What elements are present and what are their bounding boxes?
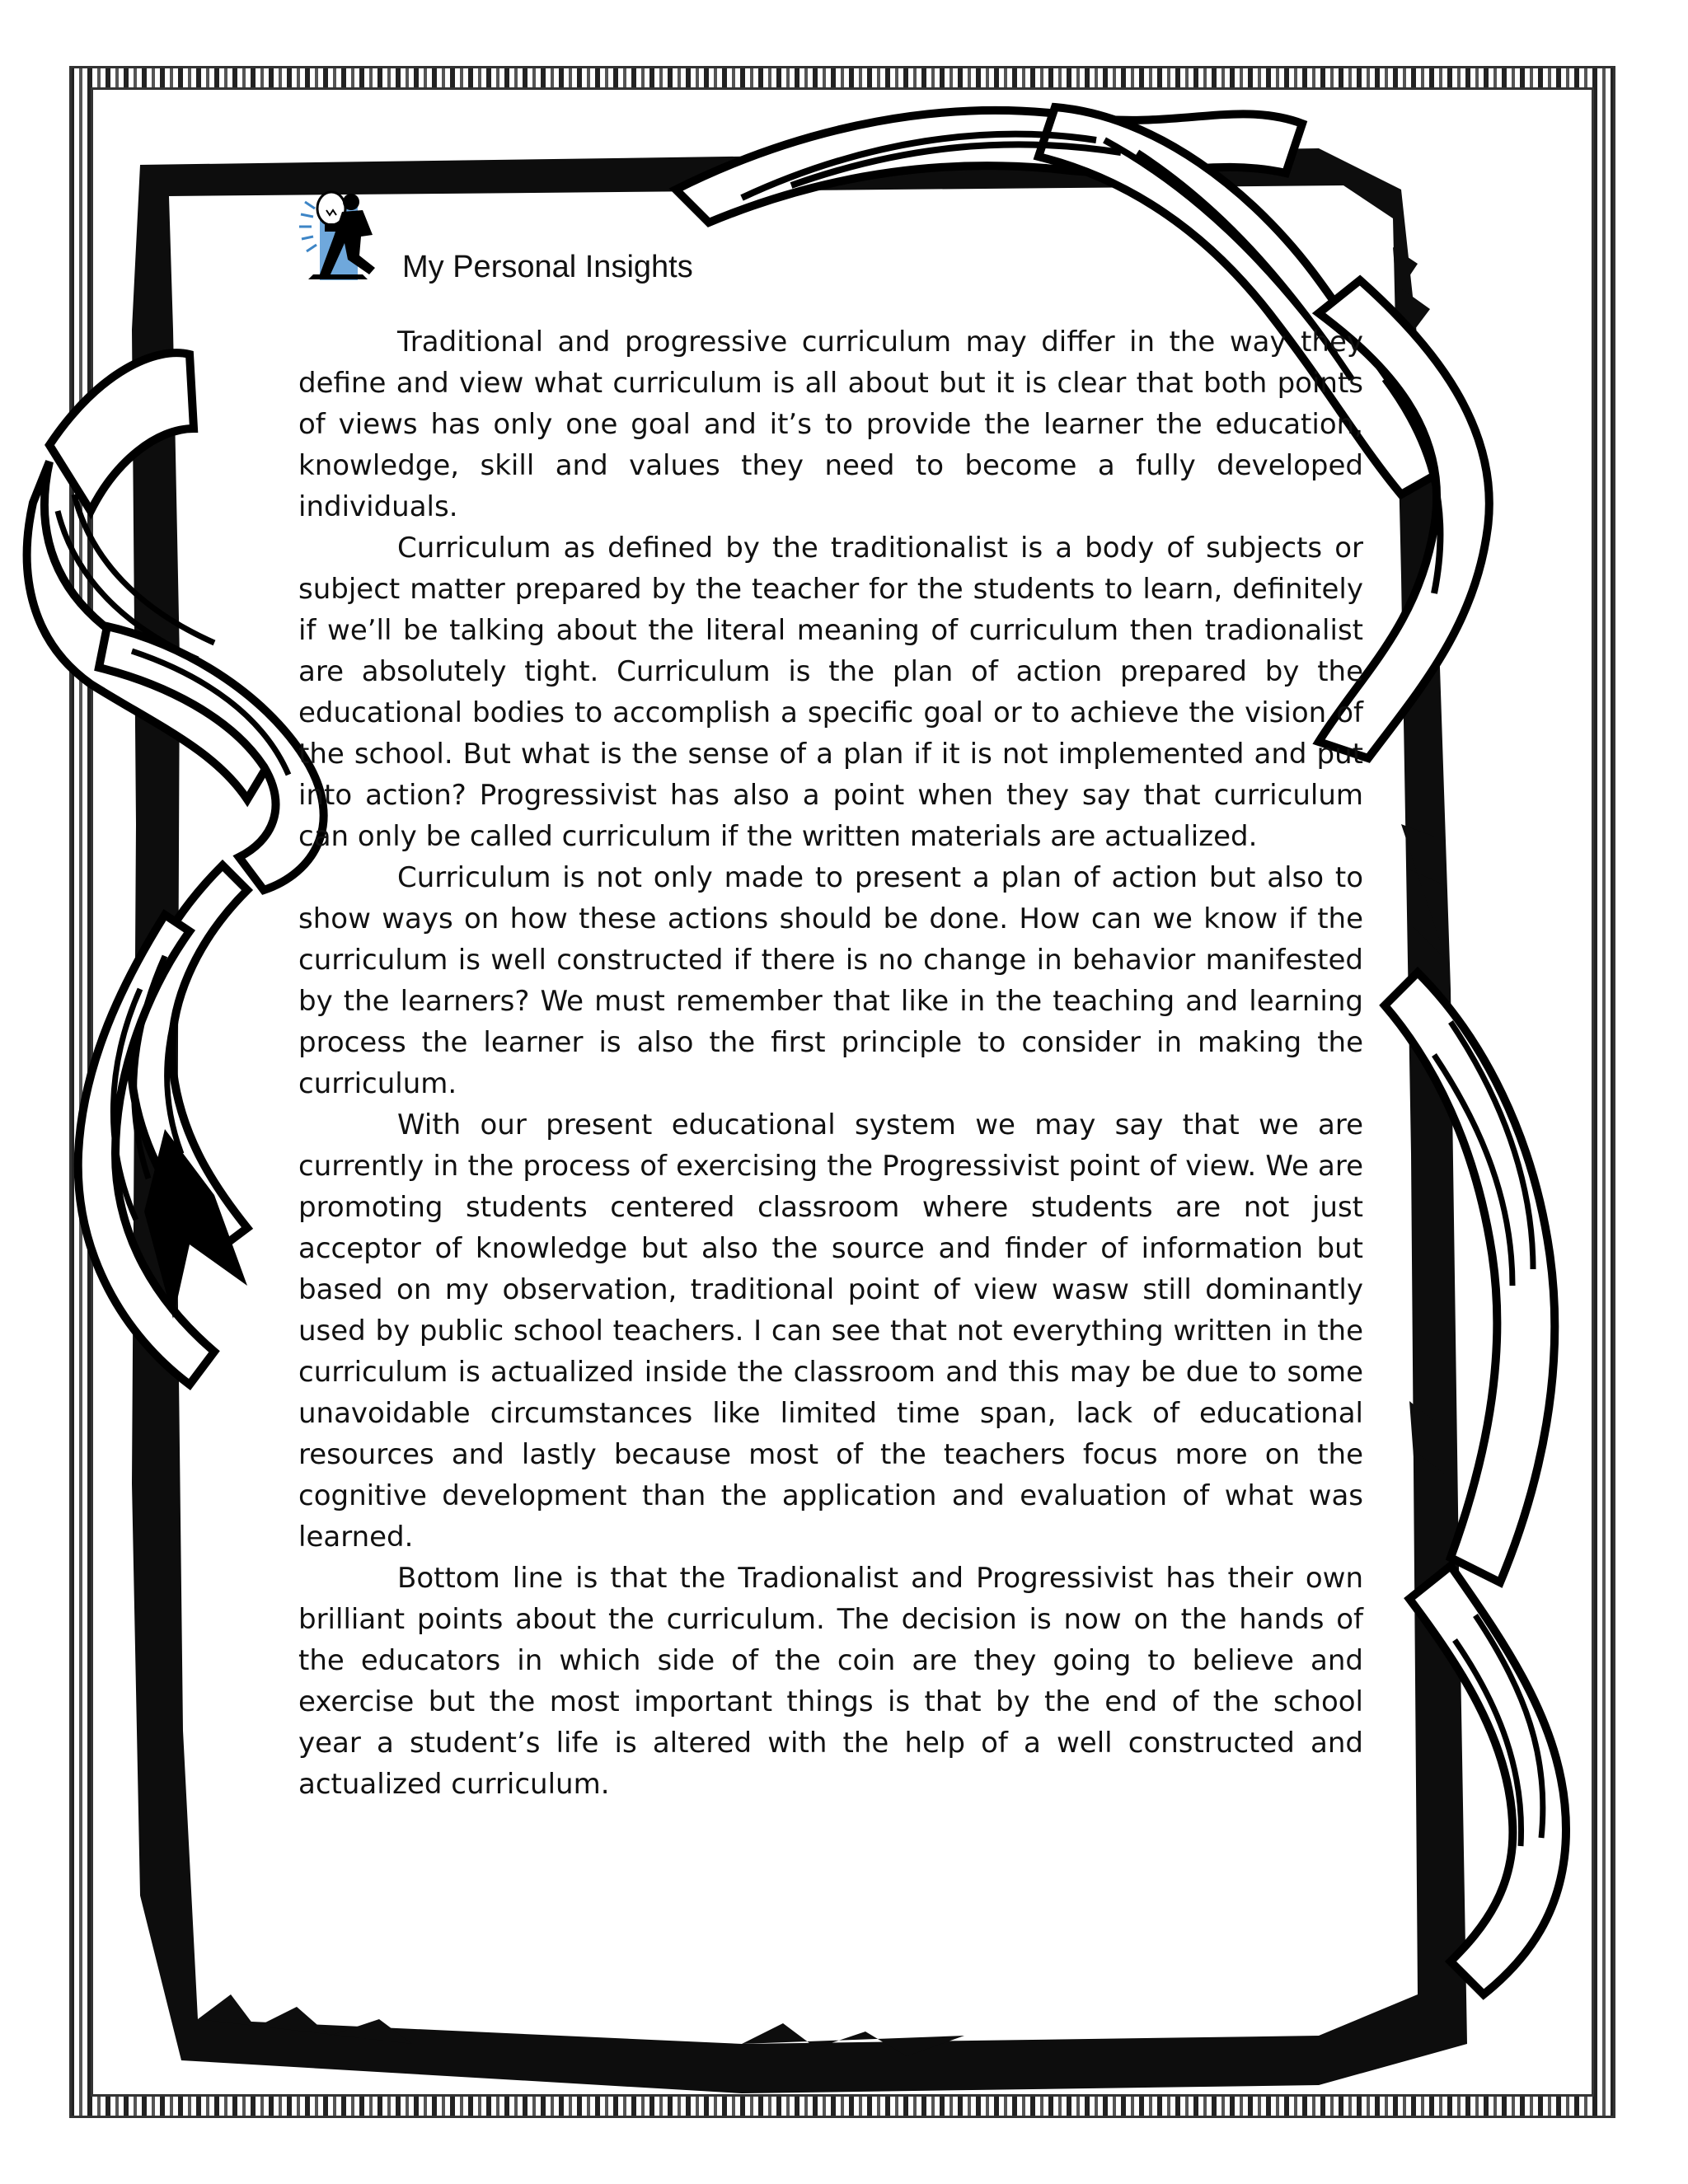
paragraph: Curriculum is not only made to present a plan of action but also to show ways on how these actions should be done. How can we know if the curriculum is well constructed if there is no change in behavior manifested by the learners? We must remember that like in the teaching and learning process the learner is also the first principle to consider in making the curriculum. — [298, 861, 1363, 1100]
paragraph: Traditional and progressive curriculum may differ in the way they define and view what curriculum is all about but it is clear that both points of views has only one goal and it’s to provide the learner the education, knowledge, skill and values they need to become a fully developed individuals. — [298, 326, 1363, 523]
lightbulb-person-icon — [297, 177, 396, 284]
page-title: My Personal Insights — [402, 250, 693, 284]
insights-body — [298, 321, 1363, 1805]
paragraph: Bottom line is that the Tradionalist and Progressivist has their own brilliant points about the curriculum. The decision is now on the hands of the educators in which side of the coin are they going to believe and exercise but the most important things is that by the end of the school year a student’s life is altered with the help of a well constructed and actualized curriculum. — [298, 1562, 1363, 1801]
paragraph: Curriculum as defined by the traditionalist is a body of subjects or subject matter prepared by the teacher for the students to learn, definitely if we’ll be talking about the literal meaning of curriculum then tradionalist are absolutely tight. Curriculum is the plan of action prepared by the educational bodies to accomplish a specific goal or to achieve the vision of the school. But what is the sense of a plan if it is not implemented and put into action? Progressivist has also a point when they say that curriculum can only be called curriculum if the written materials are actualized. — [298, 532, 1363, 853]
page-header — [297, 177, 874, 293]
paragraph: With our present educational system we may say that we are currently in the process of exercising the Progressivist point of view. We are promoting students centered classroom where students are not just acceptor of knowledge but also the source and finder of information but based on my observation, traditional point of view wasw still dominantly used by public school teachers. I can see that not everything written in the curriculum is actualized inside the classroom and this may be due to some unavoidable circumstances like limited time span, lack of educational resources and lastly because most of the teachers focus more on the cognitive development than the application and evaluation of what was learned. — [298, 1108, 1363, 1554]
